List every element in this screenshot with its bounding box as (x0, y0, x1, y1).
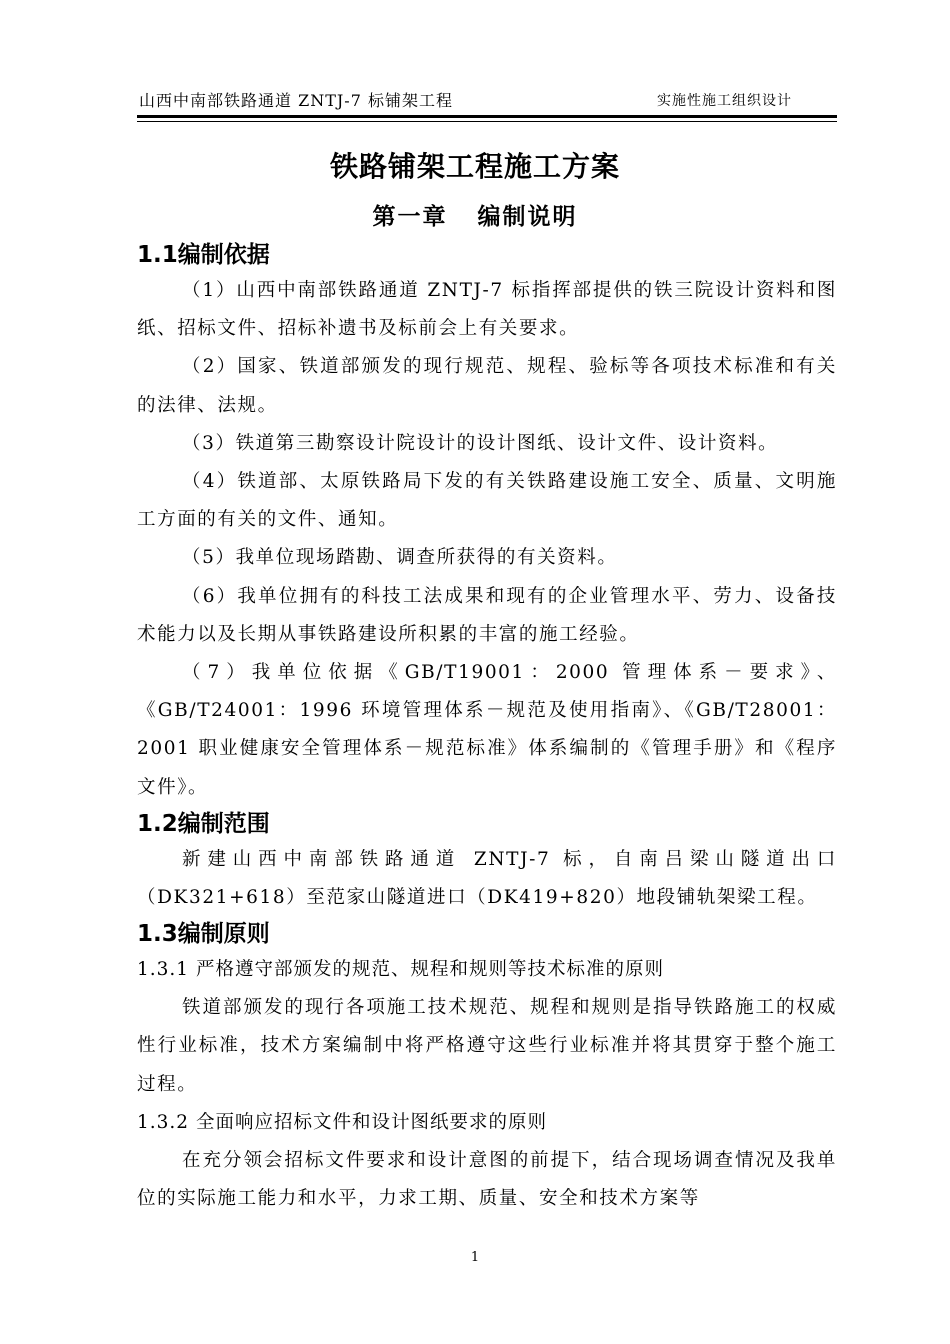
subsection-heading-1-3-2: 1.3.2 全面响应招标文件和设计图纸要求的原则 (137, 1111, 547, 1133)
chapter-heading: 第一章 编制说明 (372, 204, 578, 230)
section-heading-1-3: 1.3编制原则 (137, 921, 270, 948)
page-number: 1 (470, 1250, 480, 1265)
basis-item-2: （2）国家、铁道部颁发的现行规范、规程、验标等各项技术标准和有关的法律、法规。 (137, 356, 837, 416)
subsection-heading-1-3-1: 1.3.1 严格遵守部颁发的规范、规程和规则等技术标准的原则 (137, 959, 664, 981)
section-heading-1-2: 1.2编制范围 (137, 810, 270, 837)
basis-item-4: （4）铁道部、太原铁路局下发的有关铁路建设施工安全、质量、文明施工方面的有关的文件、通知。 (137, 471, 837, 531)
principle-1-paragraph: 铁道部颁发的现行各项施工技术规范、规程和规则是指导铁路施工的权威性行业标准，技术方案编制中将严格遵守这些行业标准并将其贯穿于整个施工过程。 (137, 997, 837, 1095)
basis-item-7: （7）我单位依据《GB/T19001：2000 管理体系－要求》、《GB/T24001：1996 环境管理体系－规范及使用指南》、《GB/T28001：2001 职业健康安全管理体系－规范标准》体系编制的《管理手册》和《程序文件》。 (137, 662, 837, 798)
principle-2-paragraph: 在充分领会招标文件要求和设计意图的前提下，结合现场调查情况及我单位的实际施工能力和水平，力求工期、质量、安全和技术方案等 (137, 1149, 837, 1210)
basis-item-3: （3）铁道第三勘察设计院设计的设计图纸、设计文件、设计资料。 (182, 432, 779, 454)
document-body (137, 238, 837, 1218)
section-heading-1-1: 1.1编制依据 (137, 242, 270, 268)
basis-item-5: （5）我单位现场踏勘、调查所获得的有关资料。 (182, 547, 618, 569)
basis-item-6: （6）我单位拥有的科技工法成果和现有的企业管理水平、劳力、设备技术能力以及长期从事铁路建设所积累的丰富的施工经验。 (137, 585, 837, 645)
document-title: 铁路铺架工程施工方案 (329, 150, 620, 183)
header-project-name: 山西中南部铁路通道 ZNTJ-7 标铺架工程 (139, 91, 453, 110)
header-rule-thin (137, 121, 837, 122)
header-rule-thick (137, 115, 837, 118)
basis-item-1: （1）山西中南部铁路通道 ZNTJ-7 标指挥部提供的铁三院设计资料和图纸、招标文件、招标补遗书及标前会上有关要求。 (137, 280, 837, 340)
header-doc-type: 实施性施工组织设计 (657, 93, 792, 109)
scope-paragraph: 新建山西中南部铁路通道 ZNTJ-7 标，自南吕梁山隧道出口（DK321+618）至范家山隧道进口（DK419+820）地段铺轨架梁工程。 (137, 848, 837, 909)
